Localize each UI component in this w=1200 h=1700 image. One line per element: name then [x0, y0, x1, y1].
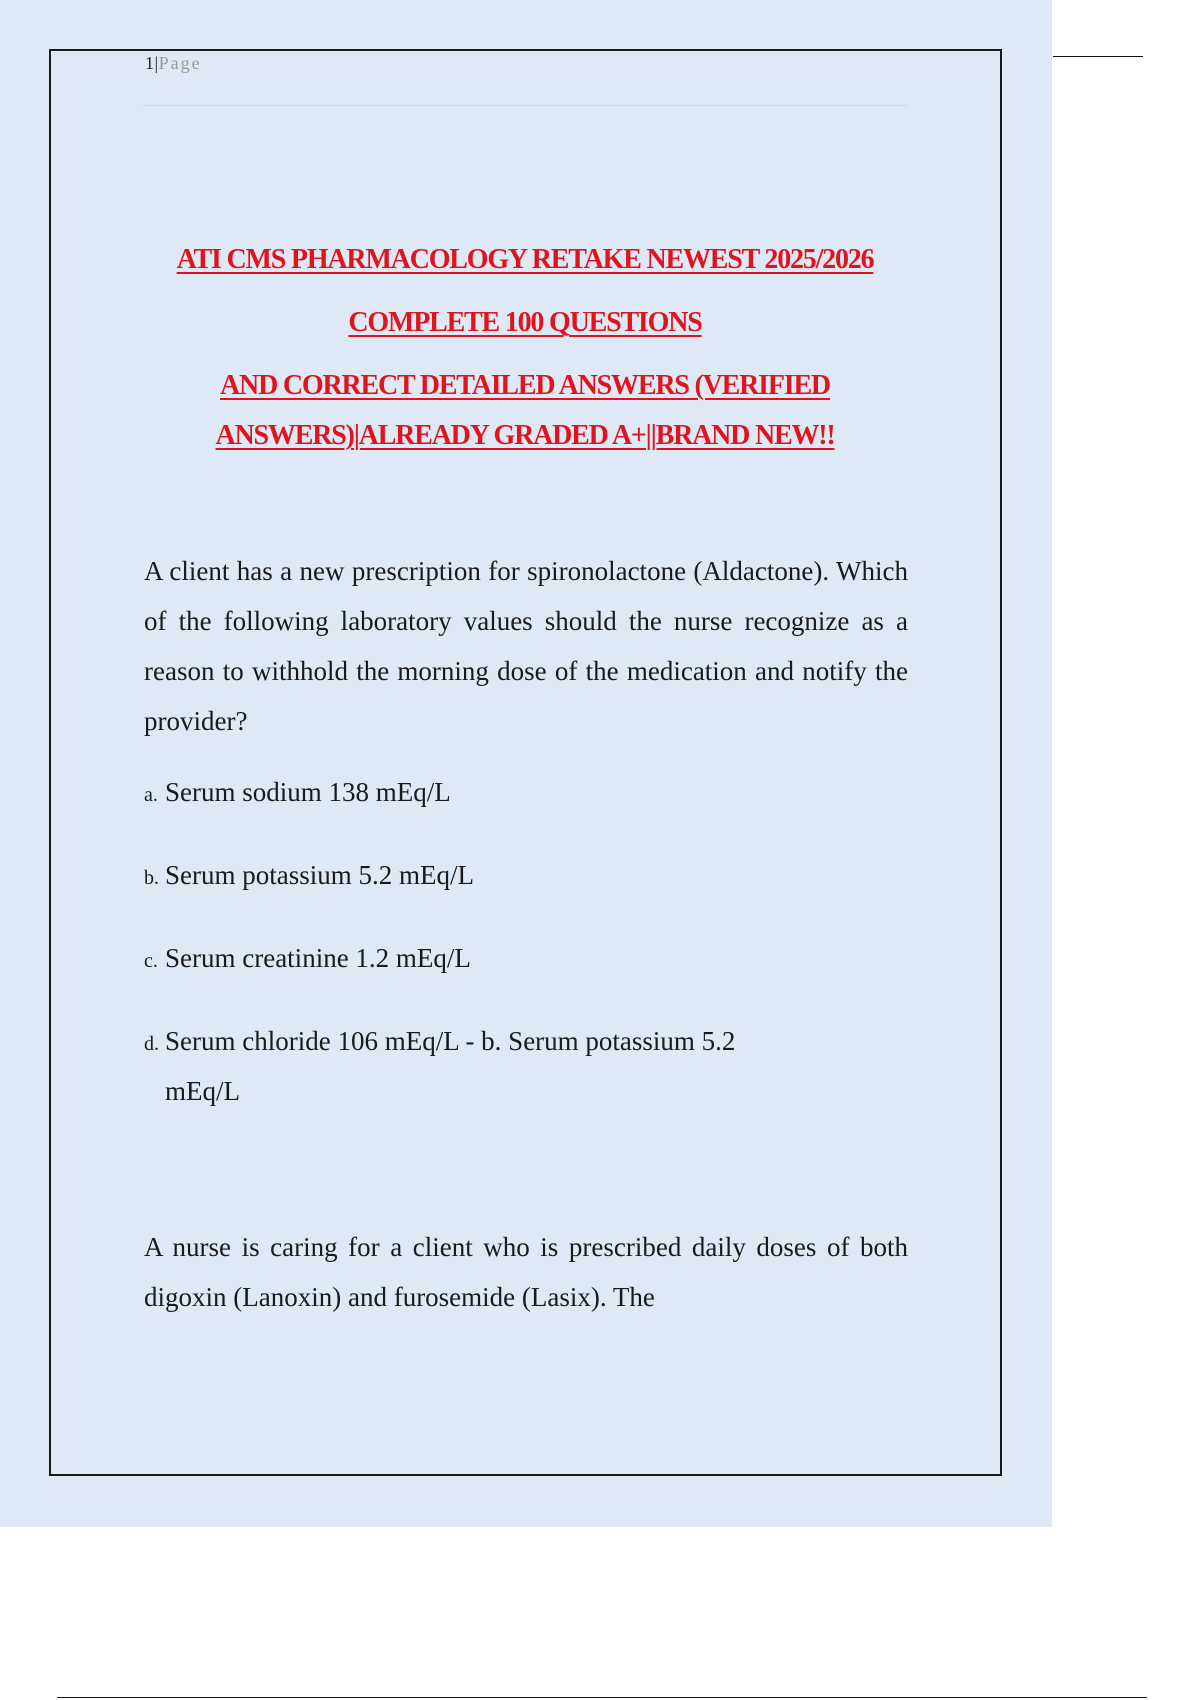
document-title — [143, 244, 907, 470]
page-word: Page — [158, 53, 202, 73]
option-b-letter: b. — [144, 867, 159, 889]
bottom-rule — [57, 1697, 1147, 1698]
page-number: 1 — [145, 53, 155, 73]
option-d — [144, 1016, 908, 1116]
header-divider — [143, 105, 907, 106]
option-b — [144, 850, 908, 903]
title-line-1: ATI CMS PHARMACOLOGY RETAKE NEWEST 2025/2026 — [176, 244, 874, 275]
option-c — [144, 933, 908, 986]
option-d-text: Serum chloride 106 mEq/L - b. Serum potassium 5.2 mEq/L — [165, 1026, 736, 1106]
option-b-text: Serum potassium 5.2 mEq/L — [165, 860, 474, 890]
question-1-text: A client has a new prescription for spironolactone (Aldactone). Which of the following laboratory values should the nurse recognize as a reason to withhold the morning dose of the medication and notify the provider? — [144, 556, 908, 736]
option-c-text: Serum creatinine 1.2 mEq/L — [165, 943, 471, 973]
title-line-3: AND CORRECT DETAILED ANSWERS (VERIFIED — [220, 370, 830, 401]
title-line-2: COMPLETE 100 QUESTIONS — [348, 307, 702, 338]
option-a — [144, 767, 908, 820]
option-c-letter: c. — [144, 950, 158, 972]
title-line-4: ANSWERS)|ALREADY GRADED A+||BRAND NEW!! — [215, 420, 835, 451]
option-a-letter: a. — [144, 784, 158, 806]
page-number-separator: | — [154, 53, 159, 73]
question-2-text: A nurse is caring for a client who is prescribed daily doses of both digoxin (Lanoxin) and furosemide (Lasix). The — [144, 1232, 908, 1312]
top-right-rule — [1053, 56, 1143, 57]
option-d-letter: d. — [144, 1033, 159, 1055]
option-a-text: Serum sodium 138 mEq/L — [165, 777, 451, 807]
page-number-header — [145, 53, 202, 74]
question-1-options — [144, 767, 908, 1116]
